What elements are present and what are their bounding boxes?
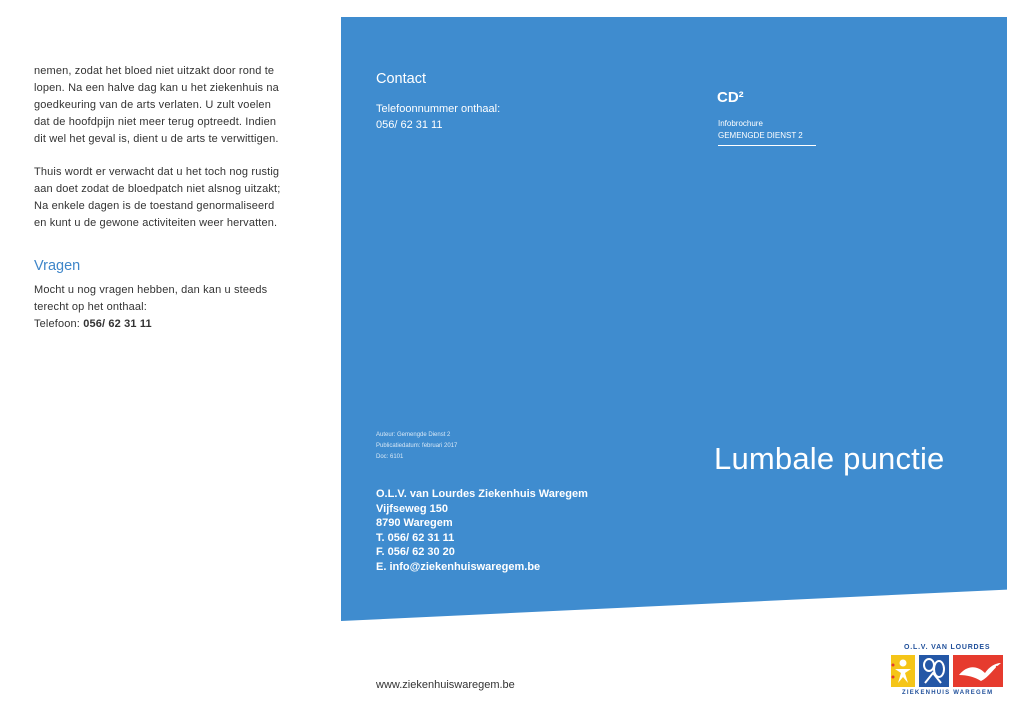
text-line: Na enkele dagen is de toestand genormaliseerd (34, 200, 275, 212)
text-line: Thuis wordt er verwacht dat u het toch nog rustig (34, 166, 280, 178)
text-line: Mocht u nog vragen hebben, dan kan u steeds (34, 284, 268, 296)
text-line: en kunt u de gewone activiteiten weer hervatten. (34, 217, 278, 229)
meta-doc: Doc: 6101 (376, 454, 404, 460)
cd2-logo: CD² (717, 89, 744, 106)
text-line: aan doet zodat de bloedpatch niet alsnog uitzakt; (34, 183, 281, 195)
hospital-address (376, 487, 588, 575)
document-title: Lumbale punctie (714, 441, 945, 476)
address-fax: F. 056/ 62 30 20 (376, 546, 455, 559)
address-name: O.L.V. van Lourdes Ziekenhuis Waregem (376, 488, 588, 500)
address-email[interactable]: E. info@ziekenhuiswaregem.be (376, 560, 541, 573)
department-name: GEMENGDE DIENST 2 (718, 131, 816, 146)
questions-text (34, 282, 296, 333)
questions-heading: Vragen (34, 258, 81, 274)
paragraph-recovery (34, 63, 296, 148)
hospital-logo-name-bottom: ZIEKENHUIS WAREGEM (902, 690, 994, 696)
address-city: 8790 Waregem (376, 517, 453, 530)
contact-phone-label: Telefoonnummer onthaal: (376, 103, 501, 115)
phone-number[interactable]: 056/ 62 31 11 (83, 318, 152, 330)
text-line: lopen. Na een halve dag kan u het ziekenhuis na (34, 82, 279, 94)
contact-heading: Contact (376, 71, 426, 87)
contact-phone-number[interactable]: 056/ 62 31 11 (376, 119, 443, 131)
publication-meta (376, 430, 457, 463)
text-line: nemen, zodat het bloed niet uitzakt door rond te (34, 65, 275, 77)
phone-label: Telefoon: (34, 318, 84, 330)
meta-author: Auteur: Gemengde Dienst 2 (376, 432, 451, 438)
meta-date: Publicatiedatum: februari 2017 (376, 443, 458, 449)
brochure-type: Infobrochure (718, 119, 763, 128)
left-column (34, 63, 296, 349)
website-link[interactable]: www.ziekenhuiswaregem.be (376, 679, 515, 691)
hospital-logo-name-top: O.L.V. VAN LOURDES (904, 644, 991, 651)
text-line: dit wel het geval is, dient u de arts te verwittigen. (34, 133, 279, 145)
address-street: Vijfseweg 150 (376, 502, 448, 515)
address-phone[interactable]: T. 056/ 62 31 11 (376, 531, 455, 544)
paragraph-home (34, 164, 296, 232)
text-line: goedkeuring van de arts verlaten. U zult voelen (34, 99, 271, 111)
text-line: dat de hoofdpijn niet meer terug optreedt. Indien (34, 116, 277, 128)
text-line: terecht op het onthaal: (34, 301, 147, 313)
